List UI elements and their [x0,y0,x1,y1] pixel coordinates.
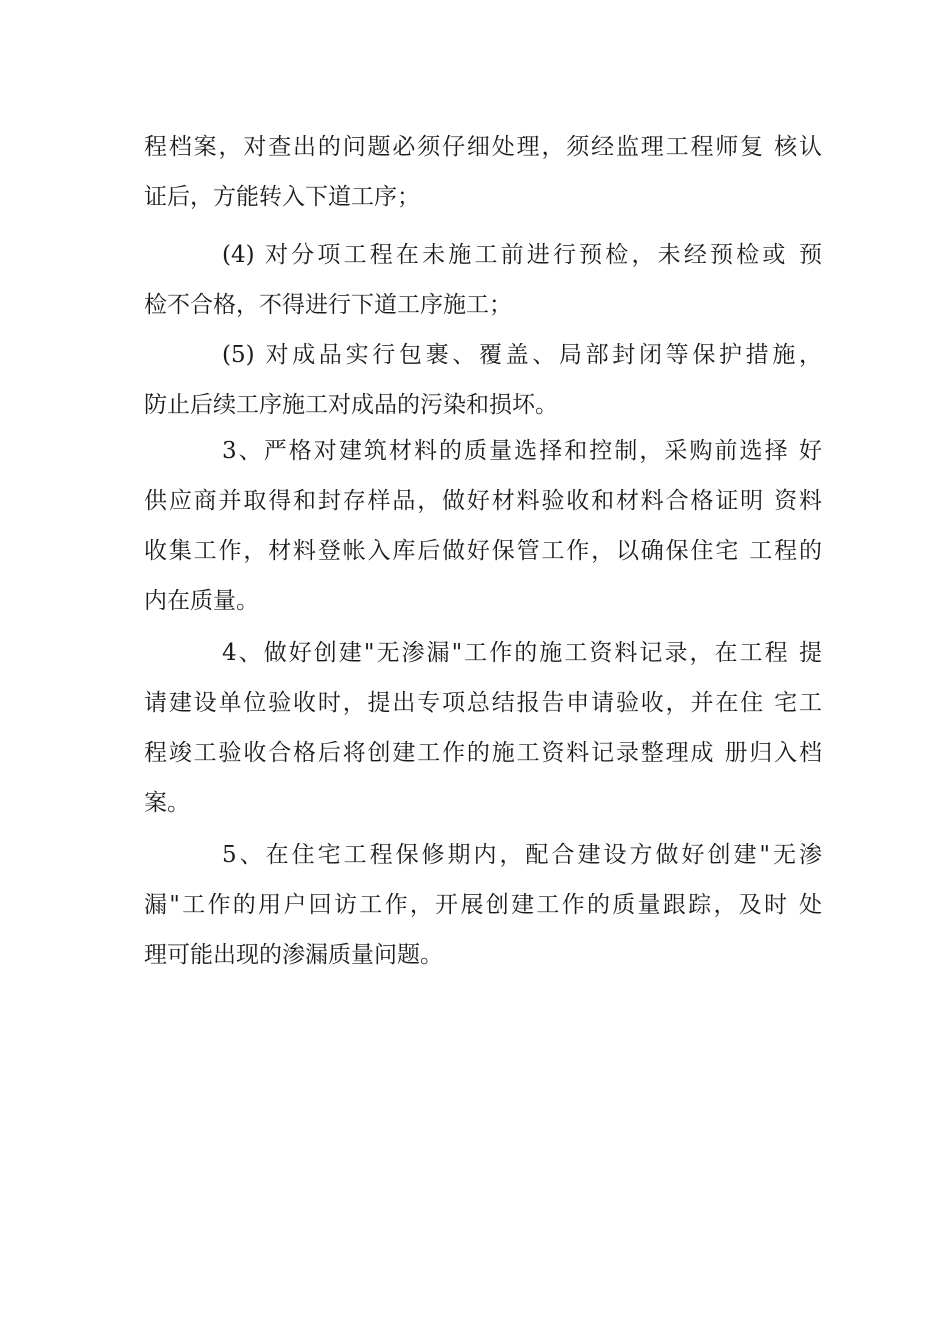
text-line: 供应商并取得和封存样品，做好材料验收和材料合格证明 资料 [144,488,822,514]
text-line: 防止后续工序施工对成品的污染和损坏。 [144,392,558,418]
text-line: 案。 [144,790,190,816]
text-line: 内在质量。 [144,588,259,614]
text-line: 请建设单位验收时，提出专项总结报告申请验收，并在住 宅工 [144,690,822,716]
text-line: 3、严格对建筑材料的质量选择和控制，采购前选择 好 [222,438,822,464]
text-line: 程档案，对查出的问题必须仔细处理，须经监理工程师复 核认 [144,134,822,160]
text-line: (4) 对分项工程在未施工前进行预检，未经预检或 预 [222,242,822,268]
paragraph-section-5 [144,830,822,980]
text-line: 4、做好创建"无渗漏"工作的施工资料记录，在工程 提 [222,640,822,666]
text-line: 证后，方能转入下道工序； [144,184,420,210]
text-line: (5) 对成品实行包裹、覆盖、局部封闭等保护措施， [222,342,822,368]
text-line: 程竣工验收合格后将创建工作的施工资料记录整理成 册归入档 [144,740,822,766]
text-line: 漏"工作的用户回访工作，开展创建工作的质量跟踪，及时 处 [144,892,822,918]
paragraph-section-3 [144,426,822,626]
text-line: 5、在住宅工程保修期内，配合建设方做好创建"无渗 [222,842,822,868]
paragraph-item-5 [144,330,822,430]
paragraph-item-4 [144,230,822,330]
text-line: 理可能出现的渗漏质量问题。 [144,942,443,968]
paragraph-section-4 [144,628,822,828]
text-line: 收集工作，材料登帐入库后做好保管工作，以确保住宅 工程的 [144,538,822,564]
paragraph-continuation [144,122,822,222]
text-line: 检不合格，不得进行下道工序施工； [144,292,512,318]
